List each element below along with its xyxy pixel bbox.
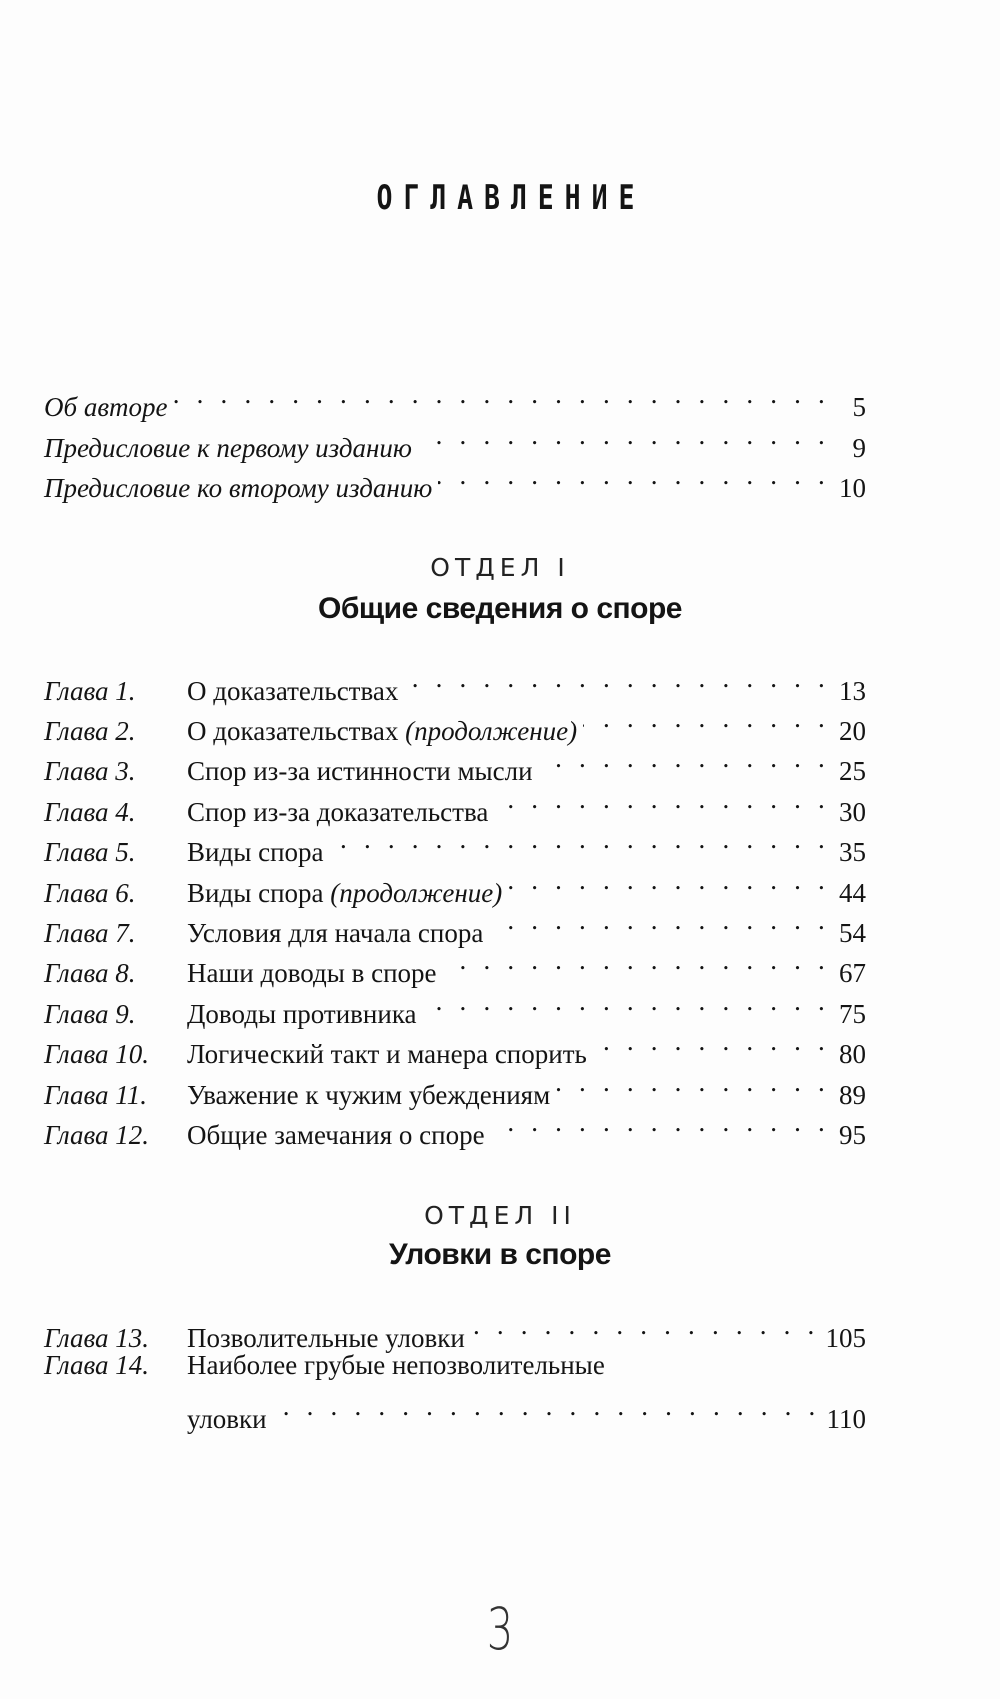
toc-entry[interactable]: [44, 1343, 866, 1387]
chapter-page: 54: [839, 918, 866, 948]
section-heading: Общие сведения о споре: [318, 592, 682, 625]
toc-entry[interactable]: [44, 736, 866, 786]
entry-label: Предисловие ко второму изданию: [44, 473, 433, 503]
chapter-title: О доказательствах (продолжение): [187, 716, 578, 746]
dot-leader: [404, 656, 830, 700]
dot-leader: [539, 736, 830, 780]
chapter-title: Наши доводы в споре: [187, 958, 437, 988]
chapter-title: Виды спора (продолжение): [187, 878, 503, 908]
toc-entry[interactable]: [44, 1060, 866, 1110]
dot-leader: [491, 1100, 830, 1144]
section-label: ОТДЕЛ II: [424, 1201, 576, 1230]
entry-page: 5: [852, 392, 866, 422]
chapter-page: 30: [839, 797, 866, 827]
toc-entry[interactable]: [44, 817, 866, 867]
entry-label: Об авторе: [44, 392, 168, 422]
chapter-number: Глава 9.: [44, 999, 136, 1029]
dot-leader: [556, 1060, 830, 1104]
chapter-number: Глава 2.: [44, 716, 136, 746]
toc-entry[interactable]: [44, 858, 866, 908]
chapter-page: 25: [839, 756, 866, 786]
chapter-title: Позволительные уловки: [187, 1323, 465, 1353]
chapter-page: 35: [839, 837, 866, 867]
dot-leader: [593, 1019, 830, 1063]
chapter-number: Глава 11.: [44, 1080, 148, 1110]
chapter-title: Общие замечания о споре: [187, 1120, 485, 1150]
toc-entry[interactable]: [44, 453, 866, 503]
chapter-title: Спор из-за истинности мысли: [187, 756, 533, 786]
chapter-title: Спор из-за доказательства: [187, 797, 489, 827]
dot-leader: [273, 1384, 821, 1428]
chapter-number: Глава 6.: [44, 878, 136, 908]
dot-leader: [508, 858, 830, 902]
toc-entry[interactable]: [44, 413, 866, 463]
toc-entry-continuation[interactable]: [187, 1384, 866, 1434]
chapter-title: Условия для начала спора: [187, 918, 484, 948]
chapter-number: Глава 1.: [44, 676, 136, 706]
toc-entry[interactable]: [44, 696, 866, 746]
entry-label: Предисловие к первому изданию: [44, 433, 412, 463]
chapter-number: Глава 7.: [44, 918, 136, 948]
chapter-number: Глава 10.: [44, 1039, 150, 1069]
chapter-page: 75: [839, 999, 866, 1029]
chapter-number: Глава 12.: [44, 1120, 150, 1150]
toc-entry[interactable]: [44, 898, 866, 948]
chapter-number: Глава 8.: [44, 958, 136, 988]
chapter-page: 67: [839, 958, 866, 988]
section-label: ОТДЕЛ I: [430, 553, 570, 582]
toc-entry[interactable]: [44, 1303, 866, 1353]
dot-leader: [583, 696, 830, 740]
dot-leader: [443, 938, 830, 982]
dot-leader: [471, 1303, 820, 1347]
dot-leader: [489, 898, 830, 942]
dot-leader: [438, 453, 830, 497]
dot-leader: [330, 817, 830, 861]
chapter-page: 13: [839, 676, 866, 706]
toc-entry[interactable]: [44, 1019, 866, 1069]
chapter-number: Глава 14.: [44, 1350, 150, 1380]
chapter-page: 20: [839, 716, 866, 746]
toc-entry[interactable]: [44, 979, 866, 1029]
chapter-number: Глава 5.: [44, 837, 136, 867]
toc-entry[interactable]: [44, 372, 866, 422]
dot-leader: [423, 979, 830, 1023]
chapter-number: Глава 3.: [44, 756, 136, 786]
page-number: 3: [486, 1595, 514, 1663]
chapter-page: 105: [825, 1323, 866, 1353]
toc-entry[interactable]: [44, 1100, 866, 1150]
chapter-title: Логический такт и манера спорить: [187, 1039, 587, 1069]
toc-entry[interactable]: [44, 656, 866, 706]
chapter-title: Виды спора: [187, 837, 324, 867]
entry-page: 9: [852, 433, 866, 463]
chapter-number: Глава 4.: [44, 797, 136, 827]
chapter-title-continuation: уловки: [187, 1404, 267, 1434]
chapter-title: Уважение к чужим убеждениям: [187, 1080, 551, 1110]
chapter-title: О доказательствах: [187, 676, 399, 706]
chapter-page: 89: [839, 1080, 866, 1110]
toc-title: ОГЛАВЛЕНИЕ: [376, 178, 646, 218]
chapter-page: 110: [826, 1404, 866, 1434]
toc-entry[interactable]: [44, 777, 866, 827]
entry-page: 10: [839, 473, 866, 503]
dot-leader: [418, 413, 830, 457]
chapter-title: Наиболее грубые непозволительные: [187, 1350, 605, 1380]
section-heading: Уловки в споре: [389, 1238, 611, 1271]
chapter-title: Доводы противника: [187, 999, 417, 1029]
chapter-page: 44: [839, 878, 866, 908]
dot-leader: [494, 777, 830, 821]
chapter-page: 80: [839, 1039, 866, 1069]
toc-entry[interactable]: [44, 938, 866, 988]
dot-leader: [174, 372, 830, 416]
chapter-page: 95: [839, 1120, 866, 1150]
chapter-number: Глава 13.: [44, 1323, 150, 1353]
